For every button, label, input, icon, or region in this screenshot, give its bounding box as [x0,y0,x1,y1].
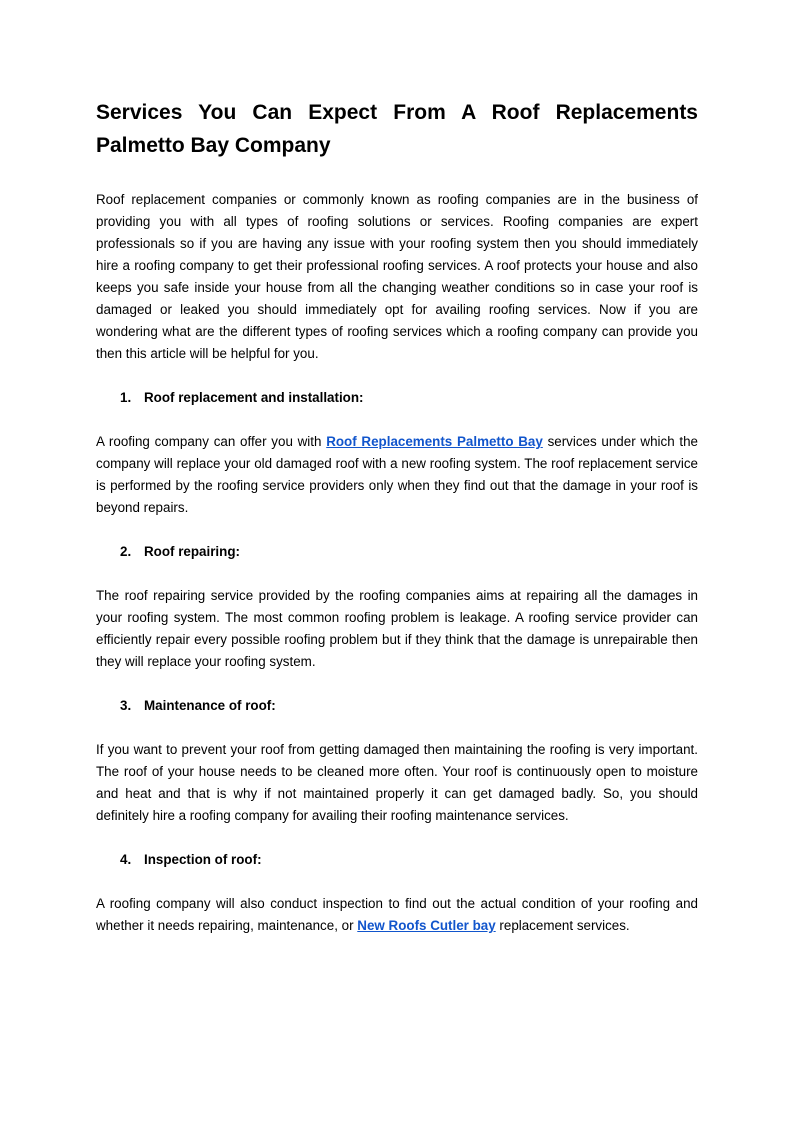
list-number: 2. [120,544,132,559]
text: services under which the company will replace your old damaged roof with a new roofing system. The roof replacement service is performed by the roofing service providers only when they find out that the damage in your roof is beyond repairs. [96,434,698,515]
section-paragraph-2: The roof repairing service provided by the roofing companies aims at repairing all the damages in your roofing system. The most common roofing problem is leakage. A roofing service provider can efficiently repair every possible roofing problem but if they think that the damage is unrepairable then they will replace your roofing system. [96,588,698,669]
new-roofs-cutler-bay-link[interactable]: New Roofs Cutler bay [357,918,496,933]
list-number: 1. [120,390,132,405]
list-number: 4. [120,852,132,867]
text: A roofing company will also conduct inspection to find out the actual condition of your roofing and whether it needs repairing, maintenance, or [96,896,698,933]
heading-text: Roof replacement and installation: [144,390,364,405]
section-heading-4 [96,849,698,871]
section-paragraph-4 [96,893,698,937]
heading-text: Maintenance of roof: [144,698,276,713]
heading-text: Inspection of roof: [144,852,262,867]
intro-paragraph: Roof replacement companies or commonly known as roofing companies are in the business of providing you with all types of roofing solutions or services. Roofing companies are expert professionals so if you are having any issue with your roofing system then you should immediately hire a roofing company to get their professional roofing services. A roof protects your house and also keeps you safe inside your house from all the changing weather conditions so in case your roof is damaged or leaked you should immediately opt for availing roofing services. Now if you are wondering what are the different types of roofing services which a roofing company can provide you then this article will be helpful for you. [96,192,698,361]
text: A roofing company can offer you with [96,434,327,449]
section-paragraph-1 [96,431,698,519]
section-heading-1 [96,387,698,409]
document-body [96,96,698,959]
section-paragraph-3: If you want to prevent your roof from getting damaged then maintaining the roofing is very important. The roof of your house needs to be cleaned more often. Your roof is continuously open to moisture and heat and that is why if not maintained properly it can get damaged badly. So, you should definitely hire a roofing company for availing their roofing maintenance services. [96,742,698,823]
list-number: 3. [120,698,132,713]
text: replacement services. [495,918,630,933]
section-heading-2 [96,541,698,563]
roof-replacements-palmetto-bay-link[interactable]: Roof Replacements Palmetto Bay [326,434,543,449]
heading-text: Roof repairing: [144,544,240,559]
section-heading-3 [96,695,698,717]
page-title: Services You Can Expect From A Roof Replacements Palmetto Bay Company [96,101,698,157]
